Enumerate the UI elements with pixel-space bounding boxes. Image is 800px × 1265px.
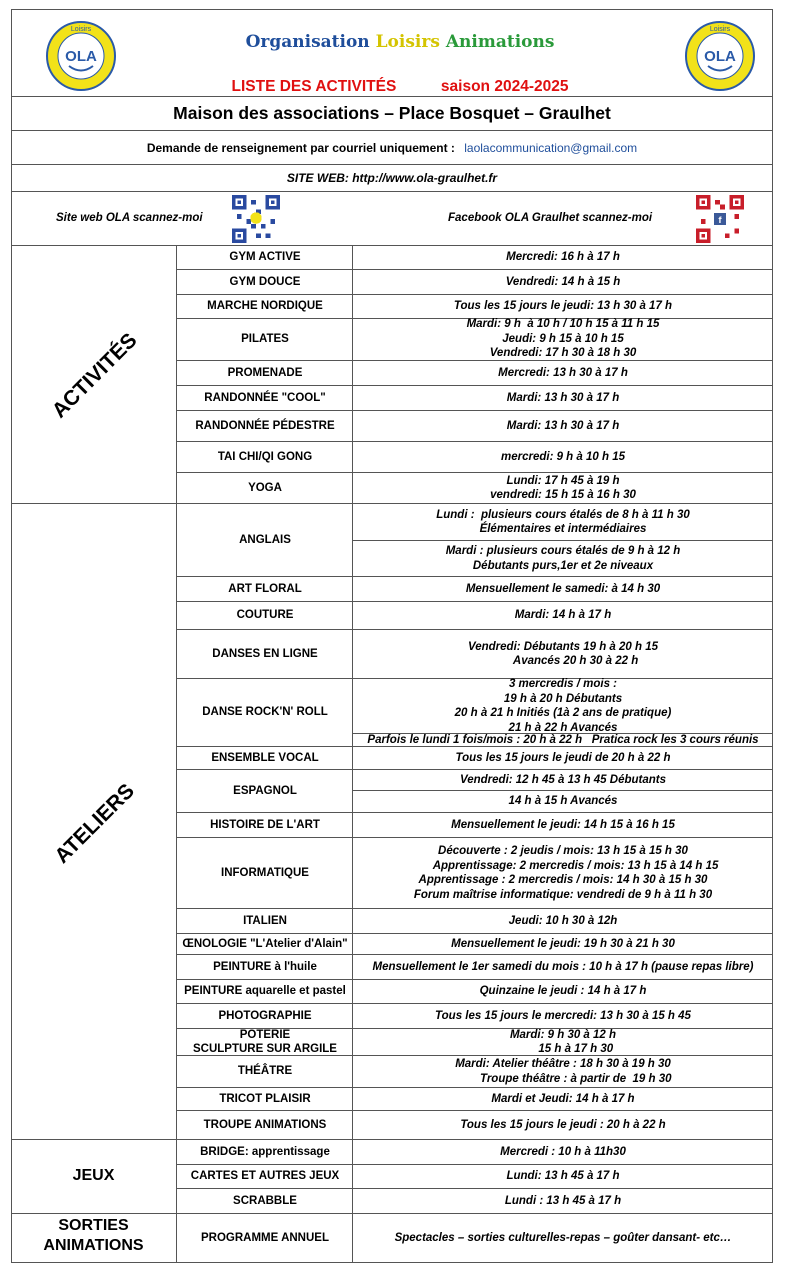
schedule-line: Spectacles – sorties culturelles-repas – goûter dansant- etc… bbox=[394, 1231, 732, 1244]
category-sorties: SORTIES ANIMATIONS bbox=[43, 1217, 144, 1254]
activity-schedule bbox=[353, 318, 773, 360]
activity-schedule bbox=[353, 980, 773, 1003]
schedule-line: vendredi: 15 h 15 à 16 h 30 bbox=[490, 489, 636, 501]
row-divider bbox=[352, 1262, 773, 1263]
activity-schedule bbox=[353, 747, 773, 769]
schedule-line: Jeudi: 10 h 30 à 12h bbox=[508, 914, 618, 927]
activity-name: PEINTURE à l'huile bbox=[213, 961, 317, 974]
activity-schedule bbox=[353, 577, 773, 601]
schedule-line: Lundi: 13 h 45 à 17 h bbox=[506, 1170, 620, 1183]
schedule-line: Mardi: Atelier théâtre : 18 h 30 à 19 h 30 bbox=[455, 1058, 671, 1070]
schedule-line: Mardi: 9 h à 10 h / 10 h 15 à 11 h 15 bbox=[466, 318, 660, 331]
activity-name: ITALIEN bbox=[243, 914, 287, 927]
activity-schedule bbox=[353, 1029, 773, 1055]
activity-schedule bbox=[353, 679, 773, 733]
schedule-line: 14 h à 15 h Avancés bbox=[508, 795, 618, 808]
schedule-line: mercredi: 9 h à 10 h 15 bbox=[500, 450, 625, 463]
activity-name: PROMENADE bbox=[227, 366, 303, 379]
schedule-line: Vendredi: 12 h 45 à 13 h 45 Débutants bbox=[459, 773, 666, 786]
schedule-line: Tous les 15 jours le jeudi : 20 h à 22 h bbox=[460, 1118, 666, 1131]
activity-name: CARTES ET AUTRES JEUX bbox=[190, 1170, 340, 1183]
activity-schedule bbox=[353, 386, 773, 410]
activity-schedule bbox=[353, 770, 773, 790]
list-title: LISTE DES ACTIVITÉS bbox=[231, 78, 397, 95]
org-word-2: Loisirs bbox=[375, 32, 440, 52]
schedule-line: Tous les 15 jours le jeudi de 20 h à 22 h bbox=[455, 751, 671, 764]
activity-name: INFORMATIQUE bbox=[221, 866, 309, 879]
schedule-line: 20 h à 21 h Initiés (1à 2 ans de pratique) bbox=[454, 707, 672, 719]
activity-schedule bbox=[353, 1088, 773, 1110]
contact-email[interactable]: laolacommunication@gmail.com bbox=[464, 141, 638, 155]
schedule-line: Troupe théâtre : à partir de 19 h 30 bbox=[454, 1072, 672, 1085]
activity-name: PHOTOGRAPHIE bbox=[218, 1009, 312, 1022]
schedule-line: Débutants purs,1er et 2e niveaux bbox=[472, 559, 654, 572]
activity-name: ENSEMBLE VOCAL bbox=[211, 751, 319, 764]
schedule-line: Vendredi: 14 h à 15 h bbox=[505, 275, 621, 288]
activity-name: ART FLORAL bbox=[228, 582, 302, 595]
qr-code-site[interactable] bbox=[231, 195, 281, 243]
activity-schedule bbox=[353, 442, 773, 472]
schedule-line: Élémentaires et intermédiaires bbox=[479, 523, 647, 535]
schedule-line: Mensuellement le jeudi: 19 h 30 à 21 h 30 bbox=[451, 937, 675, 950]
activity-schedule bbox=[353, 1165, 773, 1188]
schedule-line: Parfois le lundi 1 fois/mois : 20 h à 22 h Pratica rock les 3 cours réunis bbox=[367, 733, 759, 746]
activity-name: MARCHE NORDIQUE bbox=[207, 300, 323, 313]
activity-name: YOGA bbox=[248, 481, 282, 494]
location-title: Maison des associations – Place Bosquet – Graulhet bbox=[173, 103, 611, 123]
schedule-line: Tous les 15 jours le jeudi: 13 h 30 à 17 h bbox=[453, 300, 673, 313]
activity-schedule bbox=[353, 1140, 773, 1164]
category-jeux: JEUX bbox=[72, 1167, 115, 1184]
schedule-line: Tous les 15 jours le mercredi: 13 h 30 à 15 h 45 bbox=[435, 1009, 691, 1022]
schedule-line: Mardi: 9 h 30 à 12 h bbox=[509, 1028, 617, 1041]
activity-name: ANGLAIS bbox=[239, 533, 291, 546]
activity-schedule bbox=[353, 1004, 773, 1028]
svg-text:Loisirs: Loisirs bbox=[70, 26, 92, 33]
activity-schedule bbox=[353, 541, 773, 576]
schedule-line: Forum maîtrise informatique: vendredi de 9 h à 11 h 30 bbox=[413, 888, 713, 901]
activity-name: COUTURE bbox=[236, 609, 294, 622]
activity-name: SCRABBLE bbox=[233, 1194, 297, 1207]
row-divider bbox=[352, 954, 773, 955]
schedule-line: Mensuellement le jeudi: 14 h 15 à 16 h 15 bbox=[451, 818, 675, 831]
header-title-row bbox=[11, 9, 773, 97]
svg-text:OLA: OLA bbox=[704, 48, 736, 65]
activity-schedule bbox=[353, 838, 773, 908]
activity-name: ESPAGNOL bbox=[233, 784, 297, 797]
activity-schedule bbox=[353, 956, 773, 979]
schedule-line: Mensuellement le 1er samedi du mois : 10 h à 17 h (pause repas libre) bbox=[372, 961, 754, 974]
activity-name: PROGRAMME ANNUEL bbox=[201, 1231, 329, 1244]
scan-site-label: Site web OLA scannez-moi bbox=[56, 212, 203, 224]
activity-name: DANSE ROCK'N' ROLL bbox=[202, 706, 328, 719]
website-link[interactable]: SITE WEB: http://www.ola-graulhet.fr bbox=[286, 171, 498, 185]
org-word-3: Animations bbox=[445, 32, 555, 52]
schedule-line: 3 mercredis / mois : bbox=[508, 678, 617, 690]
schedule-line: Mercredi : 10 h à 11h30 bbox=[500, 1145, 626, 1158]
schedule-line: 15 h à 17 h 30 bbox=[512, 1043, 614, 1055]
activity-name: GYM DOUCE bbox=[229, 275, 301, 288]
contact-line bbox=[11, 141, 773, 155]
schedule-line: Lundi : 13 h 45 à 17 h bbox=[504, 1194, 622, 1207]
activity-name: POTERIE SCULPTURE SUR ARGILE bbox=[193, 1028, 337, 1055]
schedule-line: Mardi : plusieurs cours étalés de 9 h à 12 h bbox=[445, 545, 681, 557]
schedule-line: Mardi: 13 h 30 à 17 h bbox=[506, 391, 620, 404]
svg-text:f: f bbox=[718, 214, 722, 226]
activity-name: TRICOT PLAISIR bbox=[219, 1092, 311, 1105]
activity-name: DANSES EN LIGNE bbox=[212, 647, 318, 660]
activity-name: BRIDGE: apprentissage bbox=[200, 1145, 330, 1158]
schedule-line: Apprentissage : 2 mercredis / mois: 14 h 30 à 15 h 30 bbox=[418, 874, 708, 886]
activity-name: TROUPE ANIMATIONS bbox=[203, 1118, 327, 1131]
schedule-line: Mardi: 13 h 30 à 17 h bbox=[506, 419, 620, 432]
activity-schedule bbox=[353, 934, 773, 954]
activity-schedule bbox=[353, 1214, 773, 1262]
schedule-line: Lundi: 17 h 45 à 19 h bbox=[506, 474, 620, 487]
schedule-line: Mensuellement le samedi: à 14 h 30 bbox=[465, 582, 661, 595]
schedule-line: Avancés 20 h 30 à 22 h bbox=[487, 655, 639, 667]
activity-schedule bbox=[353, 361, 773, 385]
schedule-line: 19 h à 20 h Débutants bbox=[503, 692, 623, 705]
schedule-line: Vendredi: Débutants 19 h à 20 h 15 bbox=[467, 640, 659, 653]
activity-schedule bbox=[353, 1056, 773, 1087]
activity-schedule bbox=[353, 734, 773, 746]
schedule-line: Quinzaine le jeudi : 14 h à 17 h bbox=[479, 985, 647, 998]
schedule-line: Mardi: 14 h à 17 h bbox=[514, 609, 612, 622]
activity-name: TAI CHI/QI GONG bbox=[217, 450, 313, 463]
schedule-line: Découverte : 2 jeudis / mois: 13 h 15 à 15 h 30 bbox=[438, 845, 688, 857]
activity-schedule bbox=[353, 411, 773, 441]
activity-name: RANDONNÉE "COOL" bbox=[204, 391, 326, 404]
activity-schedule bbox=[353, 295, 773, 318]
schedule-line: Mercredi: 16 h à 17 h bbox=[506, 251, 620, 264]
activity-schedule bbox=[353, 1189, 773, 1213]
schedule-line: Apprentissage: 2 mercredis / mois: 13 h 15 à 14 h 15 bbox=[407, 859, 719, 872]
schedule-line: 21 h à 22 h Avancés bbox=[508, 721, 618, 734]
activity-schedule bbox=[353, 909, 773, 933]
activity-name: PEINTURE aquarelle et pastel bbox=[184, 985, 346, 998]
org-word-1: Organisation bbox=[245, 32, 370, 52]
schedule-line: Mardi et Jeudi: 14 h à 17 h bbox=[491, 1092, 635, 1105]
activity-name: RANDONNÉE PÉDESTRE bbox=[195, 419, 335, 432]
schedule-line: Vendredi: 17 h 30 à 18 h 30 bbox=[489, 347, 637, 360]
activity-schedule bbox=[353, 602, 773, 629]
activity-schedule bbox=[353, 246, 773, 269]
activity-name: PILATES bbox=[241, 332, 289, 345]
schedule-line: Jeudi: 9 h 15 à 10 h 15 bbox=[502, 332, 624, 345]
activity-name: THÉÂTRE bbox=[237, 1065, 293, 1078]
qr-code-facebook[interactable] bbox=[695, 195, 745, 243]
activity-schedule bbox=[353, 813, 773, 837]
contact-label: Demande de renseignement par courriel uniquement : bbox=[146, 141, 455, 155]
svg-text:Loisirs: Loisirs bbox=[709, 26, 731, 33]
svg-text:OLA: OLA bbox=[65, 48, 97, 65]
activity-name: ŒNOLOGIE "L'Atelier d'Alain" bbox=[182, 937, 348, 950]
season: saison 2024-2025 bbox=[440, 78, 569, 95]
category-ateliers: ATELIERS bbox=[50, 779, 139, 868]
activity-name: GYM ACTIVE bbox=[229, 251, 301, 264]
activity-schedule bbox=[353, 791, 773, 812]
scan-facebook-label: Facebook OLA Graulhet scannez-moi bbox=[448, 212, 653, 224]
activity-schedule bbox=[353, 270, 773, 294]
category-activites: ACTIVITÉS bbox=[47, 328, 142, 423]
activity-schedule bbox=[353, 1111, 773, 1139]
activity-name: HISTOIRE DE L'ART bbox=[210, 818, 320, 831]
activity-schedule bbox=[353, 630, 773, 678]
schedule-line: Mercredi: 13 h 30 à 17 h bbox=[498, 366, 628, 379]
schedule-line: Lundi : plusieurs cours étalés de 8 h à 11 h 30 bbox=[436, 508, 690, 521]
activity-schedule bbox=[353, 473, 773, 503]
activity-schedule bbox=[353, 504, 773, 540]
